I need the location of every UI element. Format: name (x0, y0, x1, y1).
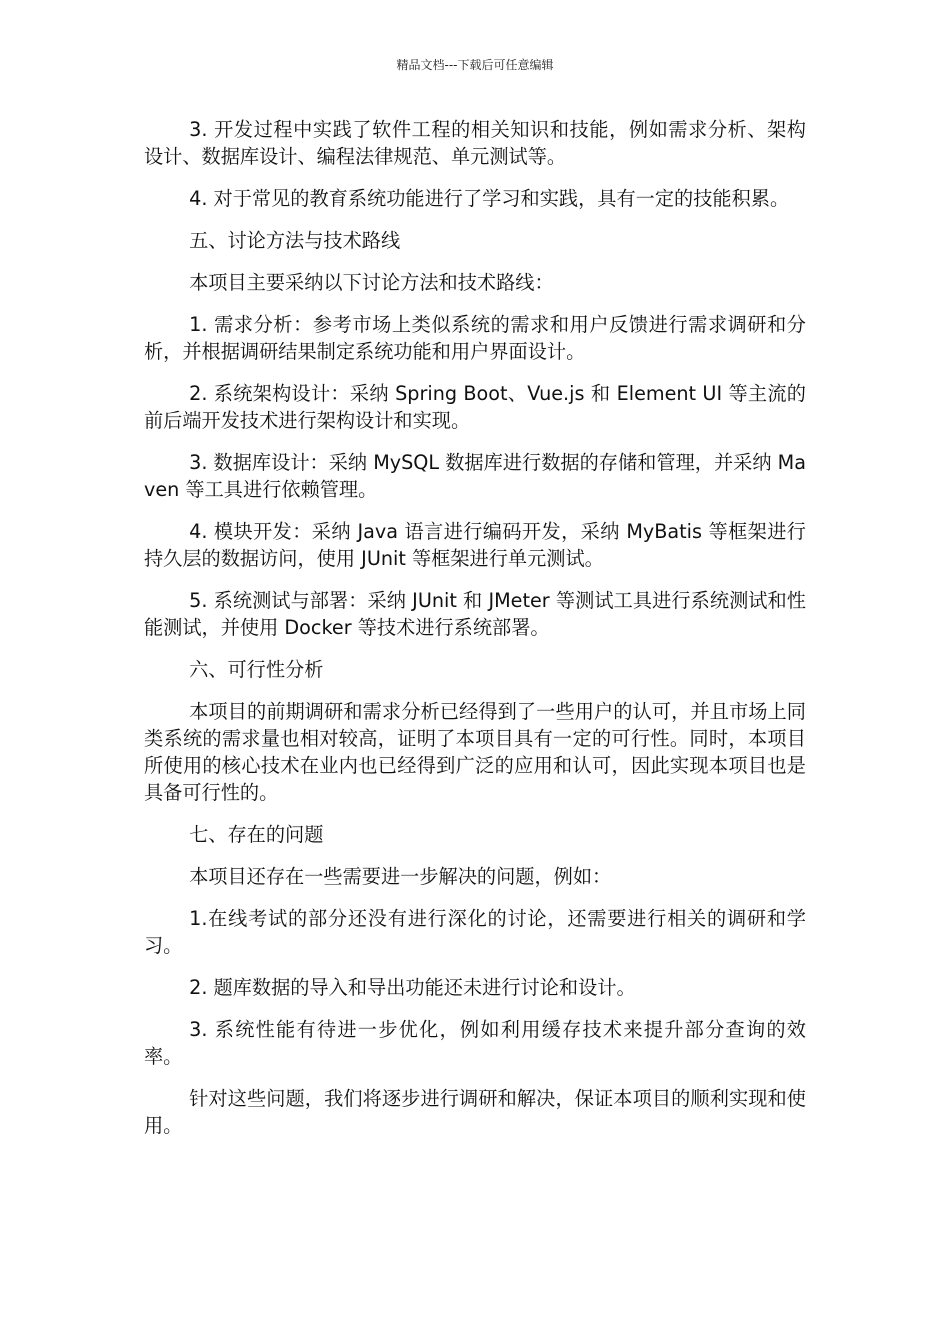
conclusion-paragraph: 针对这些问题，我们将逐步进行调研和解决，保证本项目的顺利实现和使用。 (144, 1087, 806, 1137)
paragraph-methods-intro: 本项目主要采纳以下讨论方法和技术路线： (189, 271, 554, 294)
issue-item-3: 3. 系统性能有待进一步优化，例如利用缓存技术来提升部分查询的效率。 (144, 1018, 806, 1068)
paragraph-item-3: 3. 开发过程中实践了软件工程的相关知识和技能，例如需求分析、架构设计、数据库设计、编程法律规范、单元测试等。 (144, 118, 806, 168)
feasibility-paragraph: 本项目的前期调研和需求分析已经得到了一些用户的认可，并且市场上同类系统的需求量也相对较高，证明了本项目具有一定的可行性。同时，本项目所使用的核心技术在业内也已经得到广泛的应用和认可，因此实现本项目也是具备可行性的。 (144, 700, 806, 804)
paragraph-item-4: 4. 对于常见的教育系统功能进行了学习和实践，具有一定的技能积累。 (189, 187, 790, 210)
issue-item-2: 2. 题库数据的导入和导出功能还未进行讨论和设计。 (189, 976, 636, 999)
page-header: 精品文档---下载后可任意编辑 (396, 58, 554, 72)
section-heading-methods: 五、讨论方法与技术路线 (189, 229, 401, 252)
method-item-2: 2. 系统架构设计：采纳 Spring Boot、Vue.js 和 Element UI 等主流的前后端开发技术进行架构设计和实现。 (144, 382, 806, 432)
method-item-1: 1. 需求分析：参考市场上类似系统的需求和用户反馈进行需求调研和分析，并根据调研结果制定系统功能和用户界面设计。 (144, 313, 806, 363)
document-body (144, 116, 806, 1154)
section-heading-issues: 七、存在的问题 (189, 823, 324, 846)
method-item-4: 4. 模块开发：采纳 Java 语言进行编码开发，采纳 MyBatis 等框架进行持久层的数据访问，使用 JUnit 等框架进行单元测试。 (144, 520, 806, 570)
section-heading-feasibility: 六、可行性分析 (189, 658, 324, 681)
issues-intro: 本项目还存在一些需要进一步解决的问题，例如： (189, 865, 612, 888)
issue-item-1: 1.在线考试的部分还没有进行深化的讨论，还需要进行相关的调研和学习。 (144, 907, 806, 957)
method-item-5: 5. 系统测试与部署：采纳 JUnit 和 JMeter 等测试工具进行系统测试和性能测试，并使用 Docker 等技术进行系统部署。 (144, 589, 806, 639)
method-item-3: 3. 数据库设计：采纳 MySQL 数据库进行数据的存储和管理，并采纳 Maven 等工具进行依赖管理。 (144, 451, 806, 501)
